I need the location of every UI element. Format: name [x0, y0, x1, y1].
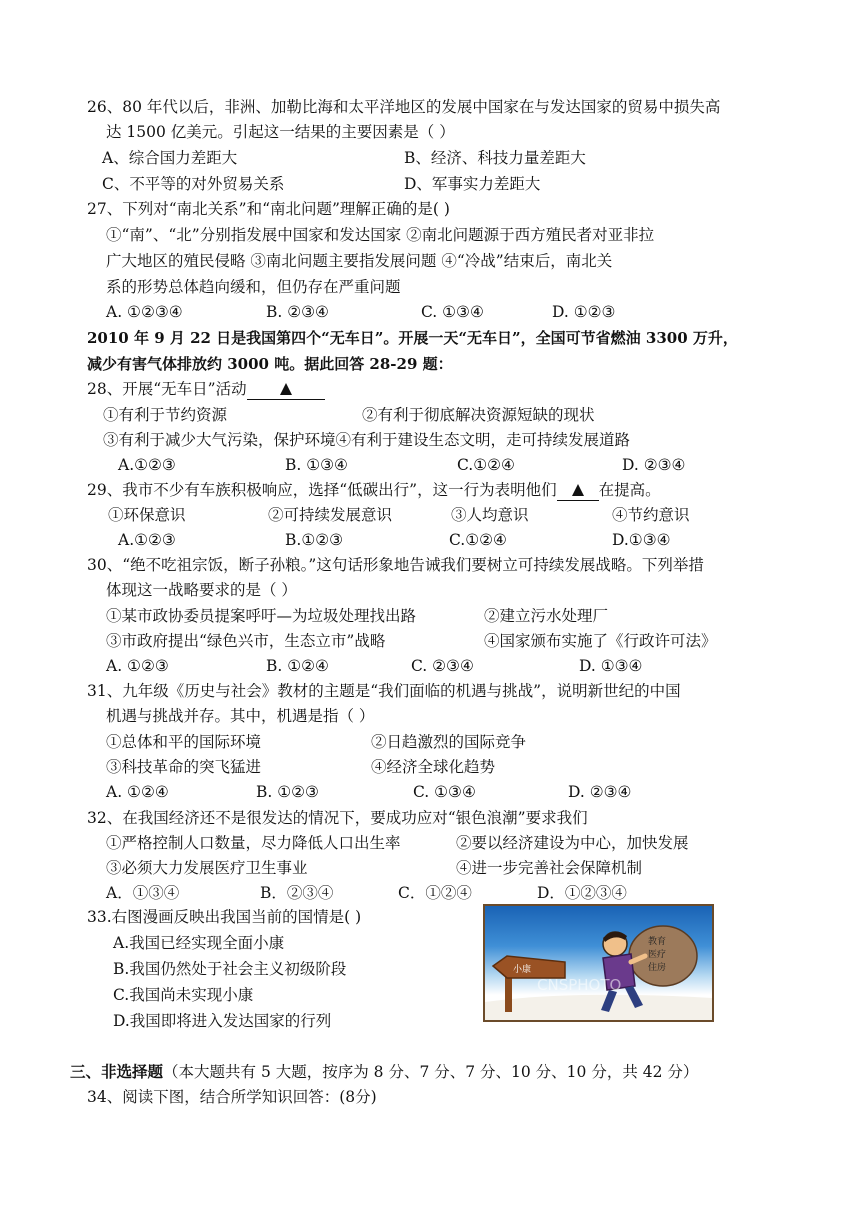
q31-option-2: ②日趋激烈的国际竞争 — [371, 733, 527, 751]
q28-stem — [87, 379, 325, 400]
q30-choice-c: C. ②③④ — [411, 657, 474, 675]
q33-option-d: D.我国即将进入发达国家的行列 — [113, 1012, 332, 1030]
q31-choice-c: C. ①③④ — [413, 783, 476, 801]
q26-option-c: C、不平等的对外贸易关系 — [102, 175, 285, 193]
q31-choice-b: B. ①②③ — [256, 783, 319, 801]
cartoon-image — [483, 904, 714, 1022]
q27-option-b: B. ②③④ — [266, 303, 329, 321]
q31-choice-a: A. ①②④ — [106, 783, 169, 801]
q31-option-1: ①总体和平的国际环境 — [106, 733, 262, 751]
section-title: 三、非选择题 — [70, 1062, 164, 1081]
q28-stem-text: 28、开展“无车日”活动 — [87, 380, 247, 398]
cartoon-illustration — [485, 906, 712, 1020]
q32-choice-d: D．①②③④ — [537, 884, 627, 902]
answer-blank — [247, 379, 325, 400]
q30-choice-b: B. ①②④ — [266, 657, 329, 675]
sack-label-3: 住房 — [648, 963, 667, 973]
q27-option-c: C. ①③④ — [421, 303, 484, 321]
signpost-pole — [505, 976, 512, 1012]
q32-option-2: ②要以经济建设为中心，加快发展 — [456, 834, 689, 852]
q30-option-2: ②建立污水处理厂 — [484, 607, 609, 625]
triangle-icon — [572, 484, 584, 496]
q27-line2: ①“南”、“北”分别指发展中国家和发达国家 ②南北问题源于西方殖民者对亚非拉 — [106, 226, 655, 244]
q29-choice-d: D.①③④ — [612, 531, 671, 549]
q28-option-2: ②有利于彻底解决资源短缺的现状 — [362, 406, 595, 424]
section-heading — [70, 1062, 698, 1082]
q29-choice-a: A.①②③ — [118, 531, 176, 549]
q31-choice-d: D. ②③④ — [568, 783, 632, 801]
q29-option-2: ②可持续发展意识 — [268, 506, 393, 524]
section-desc: （本大题共有 5 大题，按序为 8 分、7 分、7 分、10 分、10 分，共 42 分） — [163, 1063, 699, 1081]
signpost-label: 小康 — [513, 965, 532, 975]
q32-stem: 32、在我国经济还不是很发达的情况下，要成功应对“银色浪潮”要求我们 — [87, 809, 588, 827]
q30-stem: 30、“绝不吃祖宗饭，断子孙粮。”这句话形象地告诫我们要树立可持续发展战略。下列举措 — [87, 556, 704, 574]
q26-line2: 达 1500 亿美元。引起这一结果的主要因素是（ ） — [106, 123, 455, 141]
sack-label-1: 教育 — [648, 937, 667, 947]
q33-option-a: A.我国已经实现全面小康 — [113, 934, 285, 952]
sack-label-2: 医疗 — [648, 950, 667, 960]
q33-option-c: C.我国尚未实现小康 — [113, 986, 254, 1004]
q33-stem: 33.右图漫画反映出我国当前的国情是( ) — [87, 908, 362, 926]
q30-option-4: ④国家颁布实施了《行政许可法》 — [484, 632, 717, 650]
q31-option-4: ④经济全球化趋势 — [371, 758, 496, 776]
q29-option-4: ④节约意识 — [612, 506, 690, 524]
q28-choice-d: D. ②③④ — [622, 456, 686, 474]
road — [485, 995, 712, 1020]
q30-line2: 体现这一战略要求的是（ ） — [106, 581, 297, 599]
q26-option-d: D、军事实力差距大 — [404, 175, 541, 193]
intro-line1: 2010 年 9 月 22 日是我国第四个“无车日”。开展一天“无车日”，全国可节省燃油 3300 万升， — [87, 329, 738, 347]
intro-line2: 减少有害气体排放约 3000 吨。据此回答 28-29 题： — [87, 355, 453, 373]
q28-choice-a: A.①②③ — [118, 456, 176, 474]
q29-stem-tail: 在提高。 — [598, 481, 661, 499]
q28-choice-b: B. ①③④ — [285, 456, 348, 474]
q32-choice-a: A．①③④ — [106, 884, 180, 902]
q27-option-d: D. ①②③ — [552, 303, 616, 321]
q29-stem — [87, 480, 661, 501]
watermark: CNSPHOTO — [537, 976, 622, 994]
q31-option-3: ③科技革命的突飞猛进 — [106, 758, 262, 776]
q26-option-a: A、综合国力差距大 — [102, 149, 238, 167]
q34-stem: 34、阅读下图，结合所学知识回答：(8分) — [87, 1088, 377, 1106]
q27-option-a: A. ①②③④ — [106, 303, 183, 321]
q30-option-1: ①某市政协委员提案呼吁—为垃圾处理找出路 — [106, 607, 417, 625]
q29-choice-c: C.①②④ — [449, 531, 507, 549]
q28-option-34: ③有利于减少大气污染，保护环境④有利于建设生态文明，走可持续发展道路 — [103, 431, 631, 449]
q30-choice-d: D. ①③④ — [579, 657, 643, 675]
q27-line4: 系的形势总体趋向缓和，但仍存在严重问题 — [106, 278, 401, 296]
q28-choice-c: C.①②④ — [457, 456, 515, 474]
q30-choice-a: A. ①②③ — [106, 657, 169, 675]
q32-option-3: ③必须大力发展医疗卫生事业 — [106, 859, 308, 877]
q32-option-4: ④进一步完善社会保障机制 — [456, 859, 643, 877]
q29-option-3: ③人均意识 — [451, 506, 529, 524]
q26-option-b: B、经济、科技力量差距大 — [404, 149, 586, 167]
q27-line3: 广大地区的殖民侵略 ③南北问题主要指发展问题 ④“冷战”结束后，南北关 — [106, 252, 613, 270]
q27-stem: 27、下列对“南北关系”和“南北问题”理解正确的是( ) — [87, 200, 450, 218]
q28-option-1: ①有利于节约资源 — [103, 406, 228, 424]
q32-choice-b: B．②③④ — [260, 884, 334, 902]
q33-option-b: B.我国仍然处于社会主义初级阶段 — [113, 960, 347, 978]
q31-stem: 31、九年级《历史与社会》教材的主题是“我们面临的机遇与挑战”，说明新世纪的中国 — [87, 682, 681, 700]
q29-stem-text: 29、我市不少有车族积极响应，选择“低碳出行”，这一行为表明他们 — [87, 481, 557, 499]
q26-line1: 26、80 年代以后，非洲、加勒比海和太平洋地区的发展中国家在与发达国家的贸易中损失高 — [87, 98, 721, 116]
answer-blank — [557, 480, 599, 501]
q31-line2: 机遇与挑战并存。其中，机遇是指（ ） — [106, 707, 375, 725]
triangle-icon — [280, 383, 292, 395]
q30-option-3: ③市政府提出“绿色兴市，生态立市”战略 — [106, 632, 386, 650]
q32-option-1: ①严格控制人口数量，尽力降低人口出生率 — [106, 834, 401, 852]
q32-choice-c: C．①②④ — [398, 884, 472, 902]
q29-choice-b: B.①②③ — [285, 531, 344, 549]
q29-option-1: ①环保意识 — [108, 506, 186, 524]
